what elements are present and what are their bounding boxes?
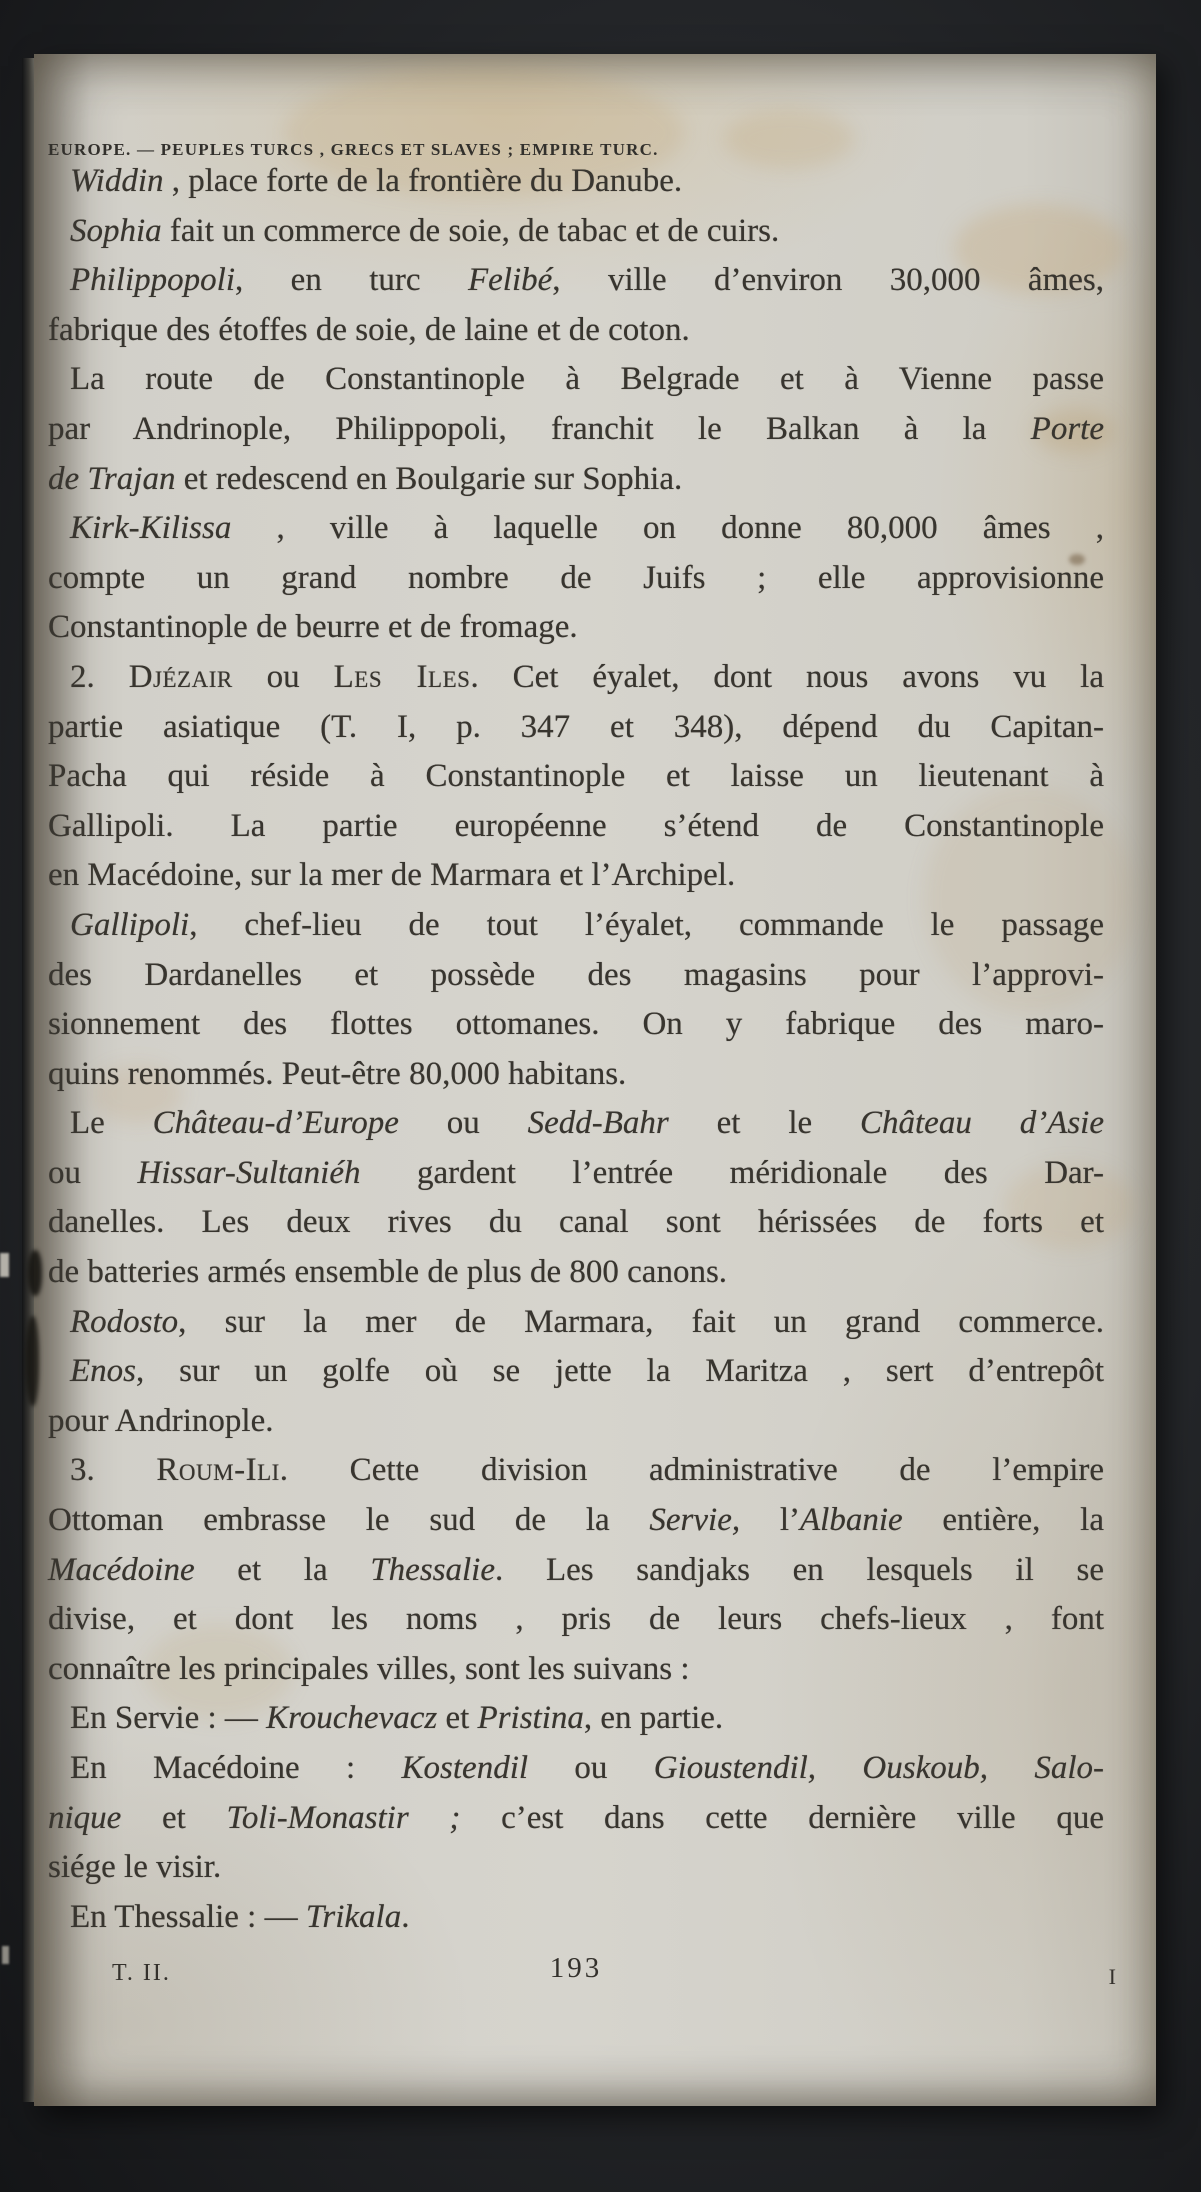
text-line: En Servie : — Krouchevacz et Pristina, en partie. xyxy=(70,1700,724,1737)
text-line: Gallipoli. La partie européenne s’étend de Constantinople xyxy=(48,807,1104,844)
page-number: 193 xyxy=(549,1952,603,1984)
text-block xyxy=(48,157,1104,1942)
text-line: compte un grand nombre de Juifs ; elle approvisionne xyxy=(48,559,1104,596)
scan-speck xyxy=(2,1946,9,1964)
page-footer xyxy=(48,1952,1116,2000)
text-line: partie asiatique (T. I, p. 347 et 348), dépend du Capitan- xyxy=(48,708,1104,745)
book-page xyxy=(34,54,1156,2106)
gutter-notch xyxy=(26,1316,39,1406)
text-line: ou Hissar-Sultaniéh gardent l’entrée méridionale des Dar- xyxy=(48,1154,1104,1191)
text-line: nique et Toli-Monastir ; c’est dans cette dernière ville que xyxy=(48,1799,1104,1836)
text-line: Pacha qui réside à Constantinople et laisse un lieutenant à xyxy=(48,758,1104,795)
text-line: Le Château-d’Europe ou Sedd-Bahr et le Château d’Asie xyxy=(70,1105,1104,1142)
text-line: des Dardanelles et possède des magasins pour l’approvi- xyxy=(48,956,1104,993)
text-line: 2. Djézair ou Les Iles. Cet éyalet, dont nous avons vu la xyxy=(70,658,1104,695)
text-line: en Macédoine, sur la mer de Marmara et l’Archipel. xyxy=(48,857,736,894)
text-line: La route de Constantinople à Belgrade et à Vienne passe xyxy=(70,361,1104,398)
text-line: sionnement des flottes ottomanes. On y fabrique des maro- xyxy=(48,1006,1104,1043)
gutter-notch xyxy=(28,1250,42,1296)
text-line: connaître les principales villes, sont les suivans : xyxy=(48,1650,690,1687)
text-line: Kirk-Kilissa , ville à laquelle on donne 80,000 âmes , xyxy=(70,510,1104,547)
text-line: de batteries armés ensemble de plus de 800 canons. xyxy=(48,1254,728,1291)
text-line: En Macédoine : Kostendil ou Gioustendil, Ouskoub, Salo- xyxy=(70,1750,1104,1786)
running-header: EUROPE. — PEUPLES TURCS , GRECS ET SLAVES ; EMPIRE TURC. xyxy=(48,140,659,159)
text-line: Constantinople de beurre et de fromage. xyxy=(48,609,578,646)
scan-speck xyxy=(0,1253,9,1277)
text-line: siége le visir. xyxy=(48,1849,222,1886)
text-line: de Trajan et redescend en Boulgarie sur Sophia. xyxy=(48,460,683,497)
text-line: pour Andrinople. xyxy=(48,1402,274,1439)
text-line: Gallipoli, chef-lieu de tout l’éyalet, commande le passage xyxy=(70,906,1104,943)
text-line: En Thessalie : — Trikala. xyxy=(70,1898,410,1935)
text-line: Philippopoli, en turc Felibé, ville d’environ 30,000 âmes, xyxy=(70,262,1104,299)
signature-mark: I xyxy=(1108,1964,1116,1989)
text-line: Sophia fait un commerce de soie, de tabac et de cuirs. xyxy=(70,212,780,249)
text-line: danelles. Les deux rives du canal sont hérissées de forts et xyxy=(48,1204,1104,1241)
text-line: Enos, sur un golfe où se jette la Maritza , sert d’entrepôt xyxy=(70,1353,1104,1390)
text-line: fabrique des étoffes de soie, de laine et de coton. xyxy=(48,311,690,348)
text-line: quins renommés. Peut-être 80,000 habitans. xyxy=(48,1055,627,1092)
text-line: Macédoine et la Thessalie. Les sandjaks en lesquels il se xyxy=(48,1551,1104,1588)
text-line: Ottoman embrasse le sud de la Servie, l’Albanie entière, la xyxy=(48,1502,1104,1539)
page-edge-stack xyxy=(22,58,34,2102)
text-line: Widdin , place forte de la frontière du Danube. xyxy=(70,163,683,199)
text-line: divise, et dont les noms , pris de leurs chefs-lieux , font xyxy=(48,1601,1104,1638)
text-line: 3. Roum-Ili. Cette division administrative de l’empire xyxy=(70,1452,1104,1489)
text-line: Rodosto, sur la mer de Marmara, fait un grand commerce. xyxy=(70,1303,1104,1340)
tome-label: T. II. xyxy=(112,1960,171,1986)
text-line: par Andrinople, Philippopoli, franchit le Balkan à la Porte xyxy=(48,410,1104,447)
